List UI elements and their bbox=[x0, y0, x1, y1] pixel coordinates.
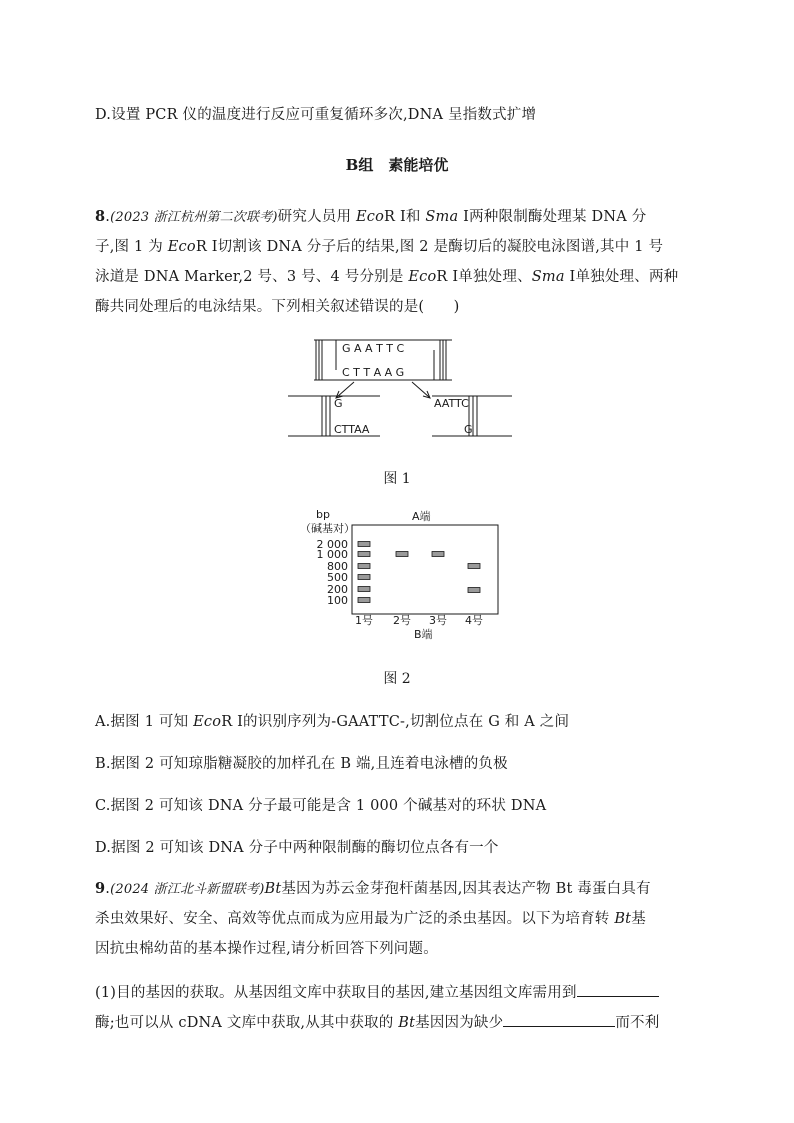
q9-line-2 bbox=[95, 907, 646, 928]
q8-source: (2023 浙江杭州第二次联考) bbox=[110, 210, 278, 225]
q8-text: 研究人员用 bbox=[277, 209, 356, 225]
section-title: B组 素能培优 bbox=[345, 156, 449, 174]
q9-part1-text: 基因因为缺少 bbox=[415, 1015, 504, 1031]
figure-1-caption: 图 1 bbox=[383, 471, 411, 487]
q8-option-b: B.据图 2 可知琼脂糖凝胶的加样孔在 B 端,且连着电泳槽的负极 bbox=[95, 756, 508, 772]
q8-text: 单独处理、两种 bbox=[575, 269, 679, 285]
q8-text: 切割该 DNA 分子后的结果,图 2 是酶切后的凝胶电泳图谱,其中 1 号 bbox=[217, 239, 664, 255]
option-a-text: A.据图 1 可知 bbox=[95, 714, 194, 730]
figure-2-caption: 图 2 bbox=[383, 671, 411, 687]
q8-option-c: C.据图 2 可知该 DNA 分子最可能是含 1 000 个碱基对的环状 DNA bbox=[95, 798, 547, 814]
ladder-label: 1 000 bbox=[316, 548, 348, 561]
marker-band bbox=[358, 575, 370, 580]
q8-option-a bbox=[95, 710, 569, 731]
fig1-right-top: AATTC bbox=[434, 397, 469, 410]
lane-label: 3号 bbox=[429, 614, 447, 627]
marker-band bbox=[358, 598, 370, 603]
q8-line-1: 8.(2023 浙江杭州第二次联考)研究人员用 EcoR Ⅰ和 Sma Ⅰ两种限制酶处理某 DNA 分 bbox=[95, 208, 647, 225]
q9-line-3: 因抗虫棉幼苗的基本操作过程,请分析回答下列问题。 bbox=[95, 941, 438, 957]
sma-name: Sma bbox=[531, 269, 565, 285]
q9-text: 基 bbox=[631, 911, 646, 927]
lane-label: 1号 bbox=[355, 614, 373, 627]
lane-label: 4号 bbox=[465, 614, 483, 627]
ladder-label: 800 bbox=[327, 560, 348, 573]
ecor-suffix: R Ⅰ bbox=[221, 714, 244, 730]
q9-part1-line-1 bbox=[95, 980, 659, 1002]
prev-option-d: D.设置 PCR 仪的温度进行反应可重复循环多次,DNA 呈指数式扩增 bbox=[95, 107, 537, 123]
sma-suffix: Ⅰ bbox=[458, 209, 470, 225]
ecor-name: Eco bbox=[193, 714, 222, 730]
q8-line-2 bbox=[95, 235, 663, 256]
q8-text: 子,图 1 为 bbox=[95, 239, 168, 255]
q9-text: 基因为苏云金芽孢杆菌基因,因其表达产物 Bt 毒蛋白具有 bbox=[281, 881, 651, 897]
lane-4-band bbox=[468, 564, 480, 569]
marker-band bbox=[358, 552, 370, 557]
q8-text: 单独处理、 bbox=[458, 269, 532, 285]
lane-label: 2号 bbox=[393, 614, 411, 627]
q9-part1-text: 酶;也可以从 cDNA 文库中获取,从其中获取的 bbox=[95, 1015, 399, 1031]
q9-source: (2024 浙江北斗新盟联考) bbox=[110, 882, 265, 897]
figure-2-gel bbox=[300, 506, 506, 642]
fig2-top-label: A端 bbox=[412, 510, 431, 523]
q9-part1-text: 而不利 bbox=[615, 1015, 660, 1031]
answer-blank-1[interactable] bbox=[577, 980, 659, 997]
ecor-name: Eco bbox=[408, 269, 437, 285]
ecor-suffix: R Ⅰ bbox=[436, 269, 459, 285]
q9-part1-text: (1)目的基因的获取。从基因组文库中获取目的基因,建立基因组文库需用到 bbox=[95, 985, 577, 1001]
q8-text: 两种限制酶处理某 DNA 分 bbox=[469, 209, 647, 225]
q8-text: 泳道是 DNA Marker,2 号、3 号、4 号分别是 bbox=[95, 269, 409, 285]
sma-name: Sma bbox=[425, 209, 459, 225]
fig1-right-bottom: G bbox=[464, 423, 473, 436]
fig2-unit: bp bbox=[316, 508, 330, 521]
q8-text: 和 bbox=[405, 209, 426, 225]
ecor-suffix: R Ⅰ bbox=[384, 209, 406, 225]
bt-term: Bt bbox=[264, 881, 282, 897]
q8-number: 8 bbox=[95, 208, 106, 225]
bt-term: Bt bbox=[398, 1015, 416, 1031]
fig1-left-bottom: CTTAA bbox=[334, 423, 370, 436]
marker-band bbox=[358, 542, 370, 547]
option-a-text: 的识别序列为-GAATTC-,切割位点在 G 和 A 之间 bbox=[243, 714, 570, 730]
fig2-unit-cn: （碱基对） bbox=[300, 522, 355, 535]
marker-band bbox=[358, 564, 370, 569]
lane-3-band bbox=[432, 552, 444, 557]
ladder-label: 2 000 bbox=[316, 538, 348, 551]
ladder-label: 200 bbox=[327, 583, 348, 596]
fig1-top-seq: G A A T T C bbox=[342, 342, 405, 355]
lane-2-band bbox=[396, 552, 408, 557]
q8-option-d: D.据图 2 可知该 DNA 分子中两种限制酶的酶切位点各有一个 bbox=[95, 840, 499, 856]
sma-suffix: Ⅰ bbox=[564, 269, 576, 285]
q8-line-4: 酶共同处理后的电泳结果。下列相关叙述错误的是( ) bbox=[95, 299, 460, 315]
ecor-name: Eco bbox=[355, 209, 385, 225]
answer-blank-2[interactable] bbox=[503, 1010, 615, 1027]
q9-part1-line-2 bbox=[95, 1010, 659, 1032]
ecor-name: Eco bbox=[167, 239, 196, 255]
q9-text: 杀虫效果好、安全、高效等优点而成为应用最为广泛的杀虫基因。以下为培育转 bbox=[95, 911, 615, 927]
fig1-left-top: G bbox=[334, 397, 343, 410]
ladder-label: 100 bbox=[327, 594, 348, 607]
ladder-label: 500 bbox=[327, 571, 348, 584]
ecor-suffix: R Ⅰ bbox=[195, 239, 218, 255]
fig2-bottom-label: B端 bbox=[414, 628, 433, 641]
q8-line-3 bbox=[95, 265, 678, 286]
q9-number: 9 bbox=[95, 880, 106, 897]
figure-1-diagram bbox=[284, 336, 516, 444]
q9-line-1: 9.(2024 浙江北斗新盟联考)Bt基因为苏云金芽孢杆菌基因,因其表达产物 Bt 毒蛋白具有 bbox=[95, 880, 651, 897]
marker-band bbox=[358, 587, 370, 592]
fig1-bottom-seq: C T T A A G bbox=[342, 366, 405, 379]
lane-4-band bbox=[468, 588, 480, 593]
bt-term: Bt bbox=[614, 911, 632, 927]
